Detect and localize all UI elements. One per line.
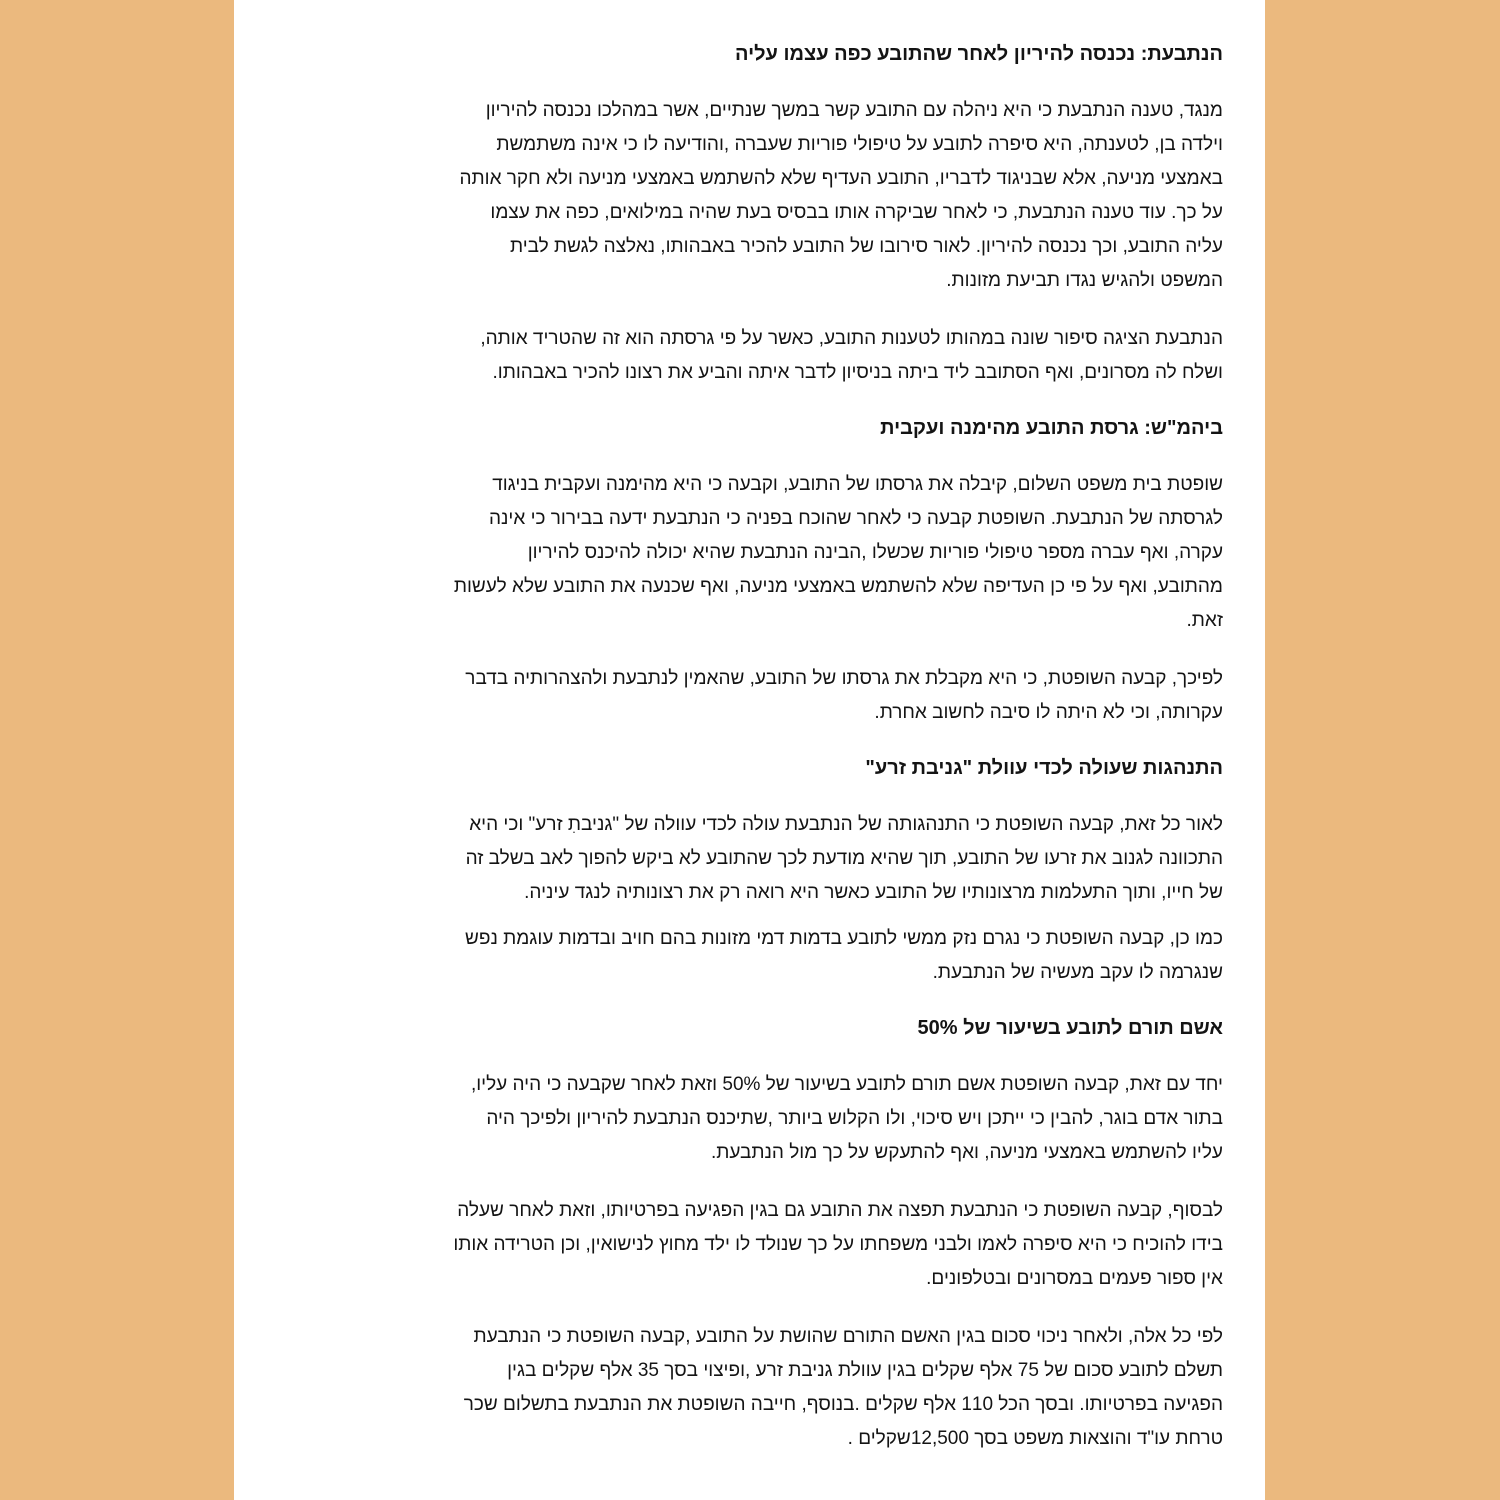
section-heading-contributory: אשם תורם לתובע בשיעור של 50%: [917, 1017, 1223, 1039]
paragraph-damage: כמו כן, קבעה השופטת כי נגרם נזק ממשי לתובע בדמות דמי מזונות בהם חויב ובדמות עוגמת נפש שנגרמה לו עקב מעשיה של הנתבעת.: [464, 928, 1223, 983]
paragraph-final-amounts: לפי כל אלה, ולאחר ניכוי סכום בגין האשם התורם שהושת על התובע ,קבעה השופטת כי הנתבעת תשלם לתובע סכום של 75 אלף שקלים בגין עוולת גניבת זרע ,ופיצוי בסך 35 אלף שקלים בגין הפגיעה בפרטיותו. ובסך הכל 110 אלף שקלים .בנוסף, חייבה השופטת את הנתבעת בתשלום שכר טרחת עו"ד והוצאות משפט בסך 12,500שקלים .: [463, 1326, 1223, 1449]
section-heading-tort: התנהגות שעולה לכדי עוולת "גניבת זרע": [865, 757, 1223, 779]
document-page: [234, 0, 1265, 1500]
paragraph-defendant-claims: מנגד, טענה הנתבעת כי היא ניהלה עם התובע קשר במשך שנתיים, אשר במהלכו נכנסה להיריון וילדה בן, לטענתה, היא סיפרה לתובע על טיפולי פוריות שעברה ,והודיעה לו כי אינה משתמשת באמצעי מניעה, אלא שבניגוד לדבריו, התובע העדיף שלא להשתמש באמצעי מניעה ולא חקר אותה על כך. עוד טענה הנתבעת, כי לאחר שביקרה אותו בבסיס בעת שהיה במילואים, כפה את עצמו עליה התובע, וכך נכנסה להיריון. לאור סירובו של התובע להכיר באבהותו, נאלצה לגשת לבית המשפט ולהגיש נגדו תביעת מזונות.: [459, 100, 1223, 291]
paragraph-privacy: לבסוף, קבעה השופטת כי הנתבעת תפצה את התובע גם בגין הפגיעה בפרטיותו, וזאת לאחר שעלה בידו להוכיח כי היא סיפרה לאמו ולבני משפחתו על כך שנולד לו ילד מחוץ לנישואין, וכן הטרידה אותו אין ספור פעמים במסרונים ובטלפונים.: [453, 1200, 1223, 1289]
paragraph-court-conclusion: לפיכך, קבעה השופטת, כי היא מקבלת את גרסתו של התובע, שהאמין לנתבעת ולהצהרותיה בדבר עקרותה, וכי לא היתה לו סיבה לחשוב אחרת.: [465, 668, 1223, 723]
section-heading-court: ביהמ"ש: גרסת התובע מהימנה ועקבית: [880, 417, 1223, 439]
paragraph-defendant-version: הנתבעת הציגה סיפור שונה במהותו לטענות התובע, כאשר על פי גרסתה הוא זה שהטריד אותה, ושלח לה מסרונים, ואף הסתובב ליד ביתה בניסיון לדבר איתה והביע את רצונו להכיר באבהותו.: [480, 328, 1223, 383]
paragraph-tort-finding: לאור כל זאת, קבעה השופטת כי התנהגותה של הנתבעת עולה לכדי עוולה של "גניבתִ זרע" וכי היא התכוונה לגנוב את זרעו של התובע, תוך שהיא מודעת לכך שהתובע לא ביקש להפוך לאב בשלב זה של חייו, ותוך התעלמות מרצונותיו של התובע כאשר היא רואה רק את רצונותיה לנגד עיניה.: [465, 814, 1223, 903]
document-body: [302, 40, 1223, 1456]
paragraph-contributory-fault: יחד עם זאת, קבעה השופטת אשם תורם לתובע בשיעור של 50% וזאת לאחר שקבעה כי היה עליו, בתור אדם בוגר, להבין כי ייתכן ויש סיכוי, ולו הקלוש ביותר ,שתיכנס הנתבעת להיריון ולפיכך היה עליו להשתמש באמצעי מניעה, ואף להתעקש על כך מול הנתבעת.: [470, 1074, 1223, 1163]
paragraph-court-ruling: שופטת בית משפט השלום, קיבלה את גרסתו של התובע, וקבעה כי היא מהימנה ועקבית בניגוד לגרסתה של הנתבעת. השופטת קבעה כי לאחר שהוכח בפניה כי הנתבעת ידעה בבירור כי אינה עקרה, ואף עברה מספר טיפולי פוריות שכשלו ,הבינה הנתבעת שהיא יכולה להיכנס להיריון מהתובע, ואף על פי כן העדיפה שלא להשתמש באמצעי מניעה, ואף שכנעה את התובע שלא לעשות זאת.: [453, 474, 1223, 631]
section-heading-defendant: הנתבעת: נכנסה להיריון לאחר שהתובע כפה עצמו עליה: [734, 43, 1223, 65]
